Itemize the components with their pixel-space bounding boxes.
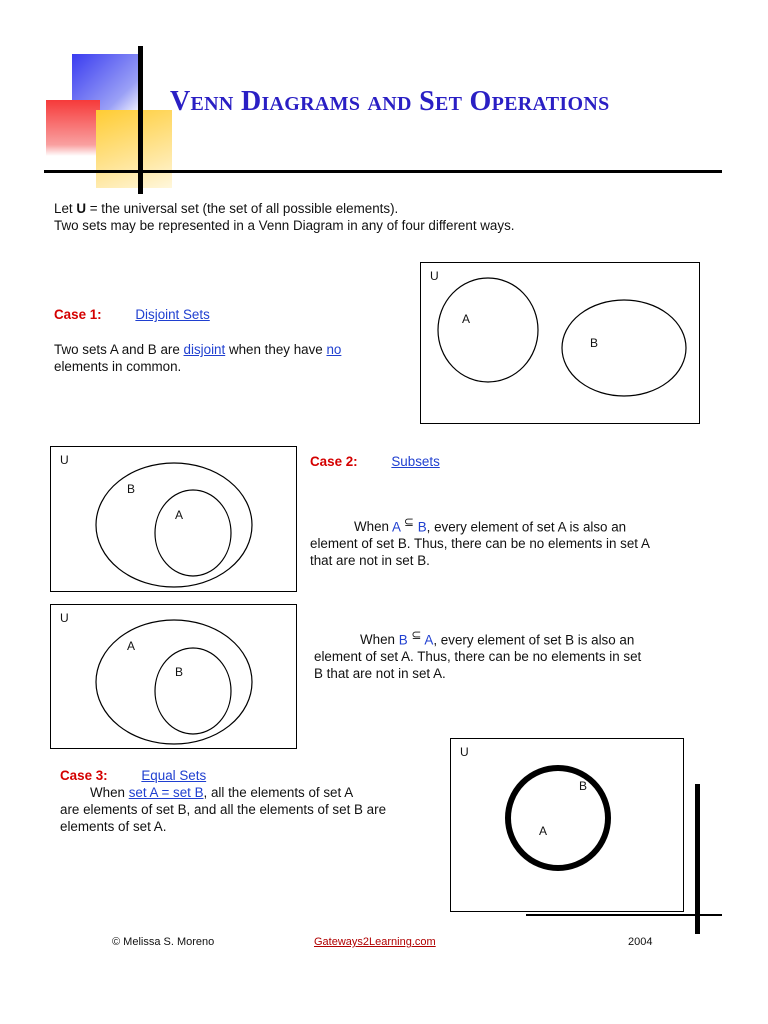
p1-rest: , every element of set A is also an [426, 519, 627, 535]
case1-text-b: when they have [225, 342, 327, 357]
case2-heading [310, 453, 440, 470]
p2-set-b: B [398, 632, 408, 648]
universe-label: U [430, 269, 439, 283]
set-b-label: B [590, 336, 599, 350]
p2-rest: , every element of set B is also an [433, 632, 635, 648]
decor-bottom-horizontal-line [526, 914, 722, 916]
footer-author: © Melissa S. Moreno [112, 936, 215, 948]
p1-line2: element of set B. Thus, there can be no elements in set A [310, 536, 650, 552]
set-a-label: A [539, 824, 548, 838]
venn-b-subset-a-diagram [50, 604, 297, 749]
decor-horizontal-line [44, 170, 722, 173]
universe-label: U [460, 745, 469, 759]
sets-a-b-circle [508, 768, 608, 868]
case3-line3: elements of set A. [60, 819, 167, 834]
p2-when: When [360, 632, 399, 648]
case3-heading [60, 767, 206, 784]
intro-line-2: Two sets may be represented in a Venn Diagram in any of four different ways. [54, 218, 515, 233]
case3-label: Case 3: [60, 768, 108, 783]
equal-sets-svg [451, 739, 683, 911]
set-a-circle [96, 620, 252, 744]
set-b-label: B [127, 482, 136, 496]
b-subset-a-svg [51, 605, 296, 748]
set-b-label: B [175, 665, 184, 679]
p1-set-a: A [391, 519, 401, 535]
case2-paragraph-1 [310, 514, 710, 569]
set-b-circle [96, 463, 252, 587]
case1-label: Case 1: [54, 307, 102, 322]
venn-disjoint-diagram [420, 262, 700, 424]
intro-definition: = the universal set (the set of all possible elements). [86, 201, 399, 216]
case1-text-a: Two sets A and B are [54, 342, 184, 357]
disjoint-svg [421, 263, 699, 423]
case3-line2: are elements of set B, and all the elements of set B are [60, 802, 387, 817]
p2-line3: B that are not in set A. [314, 666, 446, 682]
set-b-circle [562, 300, 686, 396]
universe-label: U [60, 453, 69, 467]
case3-equality[interactable]: set A = set B [128, 785, 204, 800]
case2-paragraph-2 [314, 627, 714, 682]
p1-line3: that are not in set B. [310, 553, 430, 569]
case3-paragraph [60, 784, 440, 835]
case1-link-disjoint-sets[interactable]: Disjoint Sets [135, 307, 210, 322]
decor-bottom-vertical-bar [695, 784, 700, 934]
footer-site-link[interactable]: Gateways2Learning.com [314, 936, 436, 948]
intro-line-1 [54, 200, 398, 217]
universe-label: U [60, 611, 69, 625]
set-b-label: B [579, 779, 588, 793]
subset-symbol: ⊆ [411, 628, 422, 642]
link-disjoint[interactable]: disjoint [183, 342, 226, 357]
p2-set-a: A [424, 632, 434, 648]
subset-symbol: ⊆ [403, 515, 414, 529]
a-subset-b-svg [51, 447, 296, 591]
set-a-circle [438, 278, 538, 382]
case3-link-equal-sets[interactable]: Equal Sets [141, 768, 207, 783]
case3-rest: , all the elements of set A [203, 785, 354, 800]
link-no[interactable]: no [326, 342, 342, 357]
case2-label: Case 2: [310, 454, 358, 469]
set-b-circle [155, 648, 231, 734]
set-a-circle [155, 490, 231, 576]
p1-when: When [354, 519, 392, 535]
p1-set-b: B [417, 519, 427, 535]
intro-let: Let [54, 201, 77, 216]
decor-red-square [46, 100, 100, 156]
case2-link-subsets[interactable]: Subsets [391, 454, 440, 469]
p2-line2: element of set A. Thus, there can be no elements in set [314, 649, 642, 665]
case1-text [54, 341, 341, 375]
footer-year: 2004 [628, 936, 653, 948]
set-a-label: A [175, 508, 184, 522]
case1-heading [54, 306, 210, 323]
venn-a-subset-b-diagram [50, 446, 297, 592]
case1-text-c: elements in common. [54, 359, 182, 374]
universal-symbol: U [76, 201, 87, 216]
set-a-label: A [462, 312, 471, 326]
case3-when: When [90, 785, 129, 800]
decor-yellow-square [96, 110, 172, 188]
venn-equal-sets-diagram [450, 738, 684, 912]
set-a-label: A [127, 639, 136, 653]
page-title: Venn Diagrams and Set Operations [170, 86, 610, 117]
